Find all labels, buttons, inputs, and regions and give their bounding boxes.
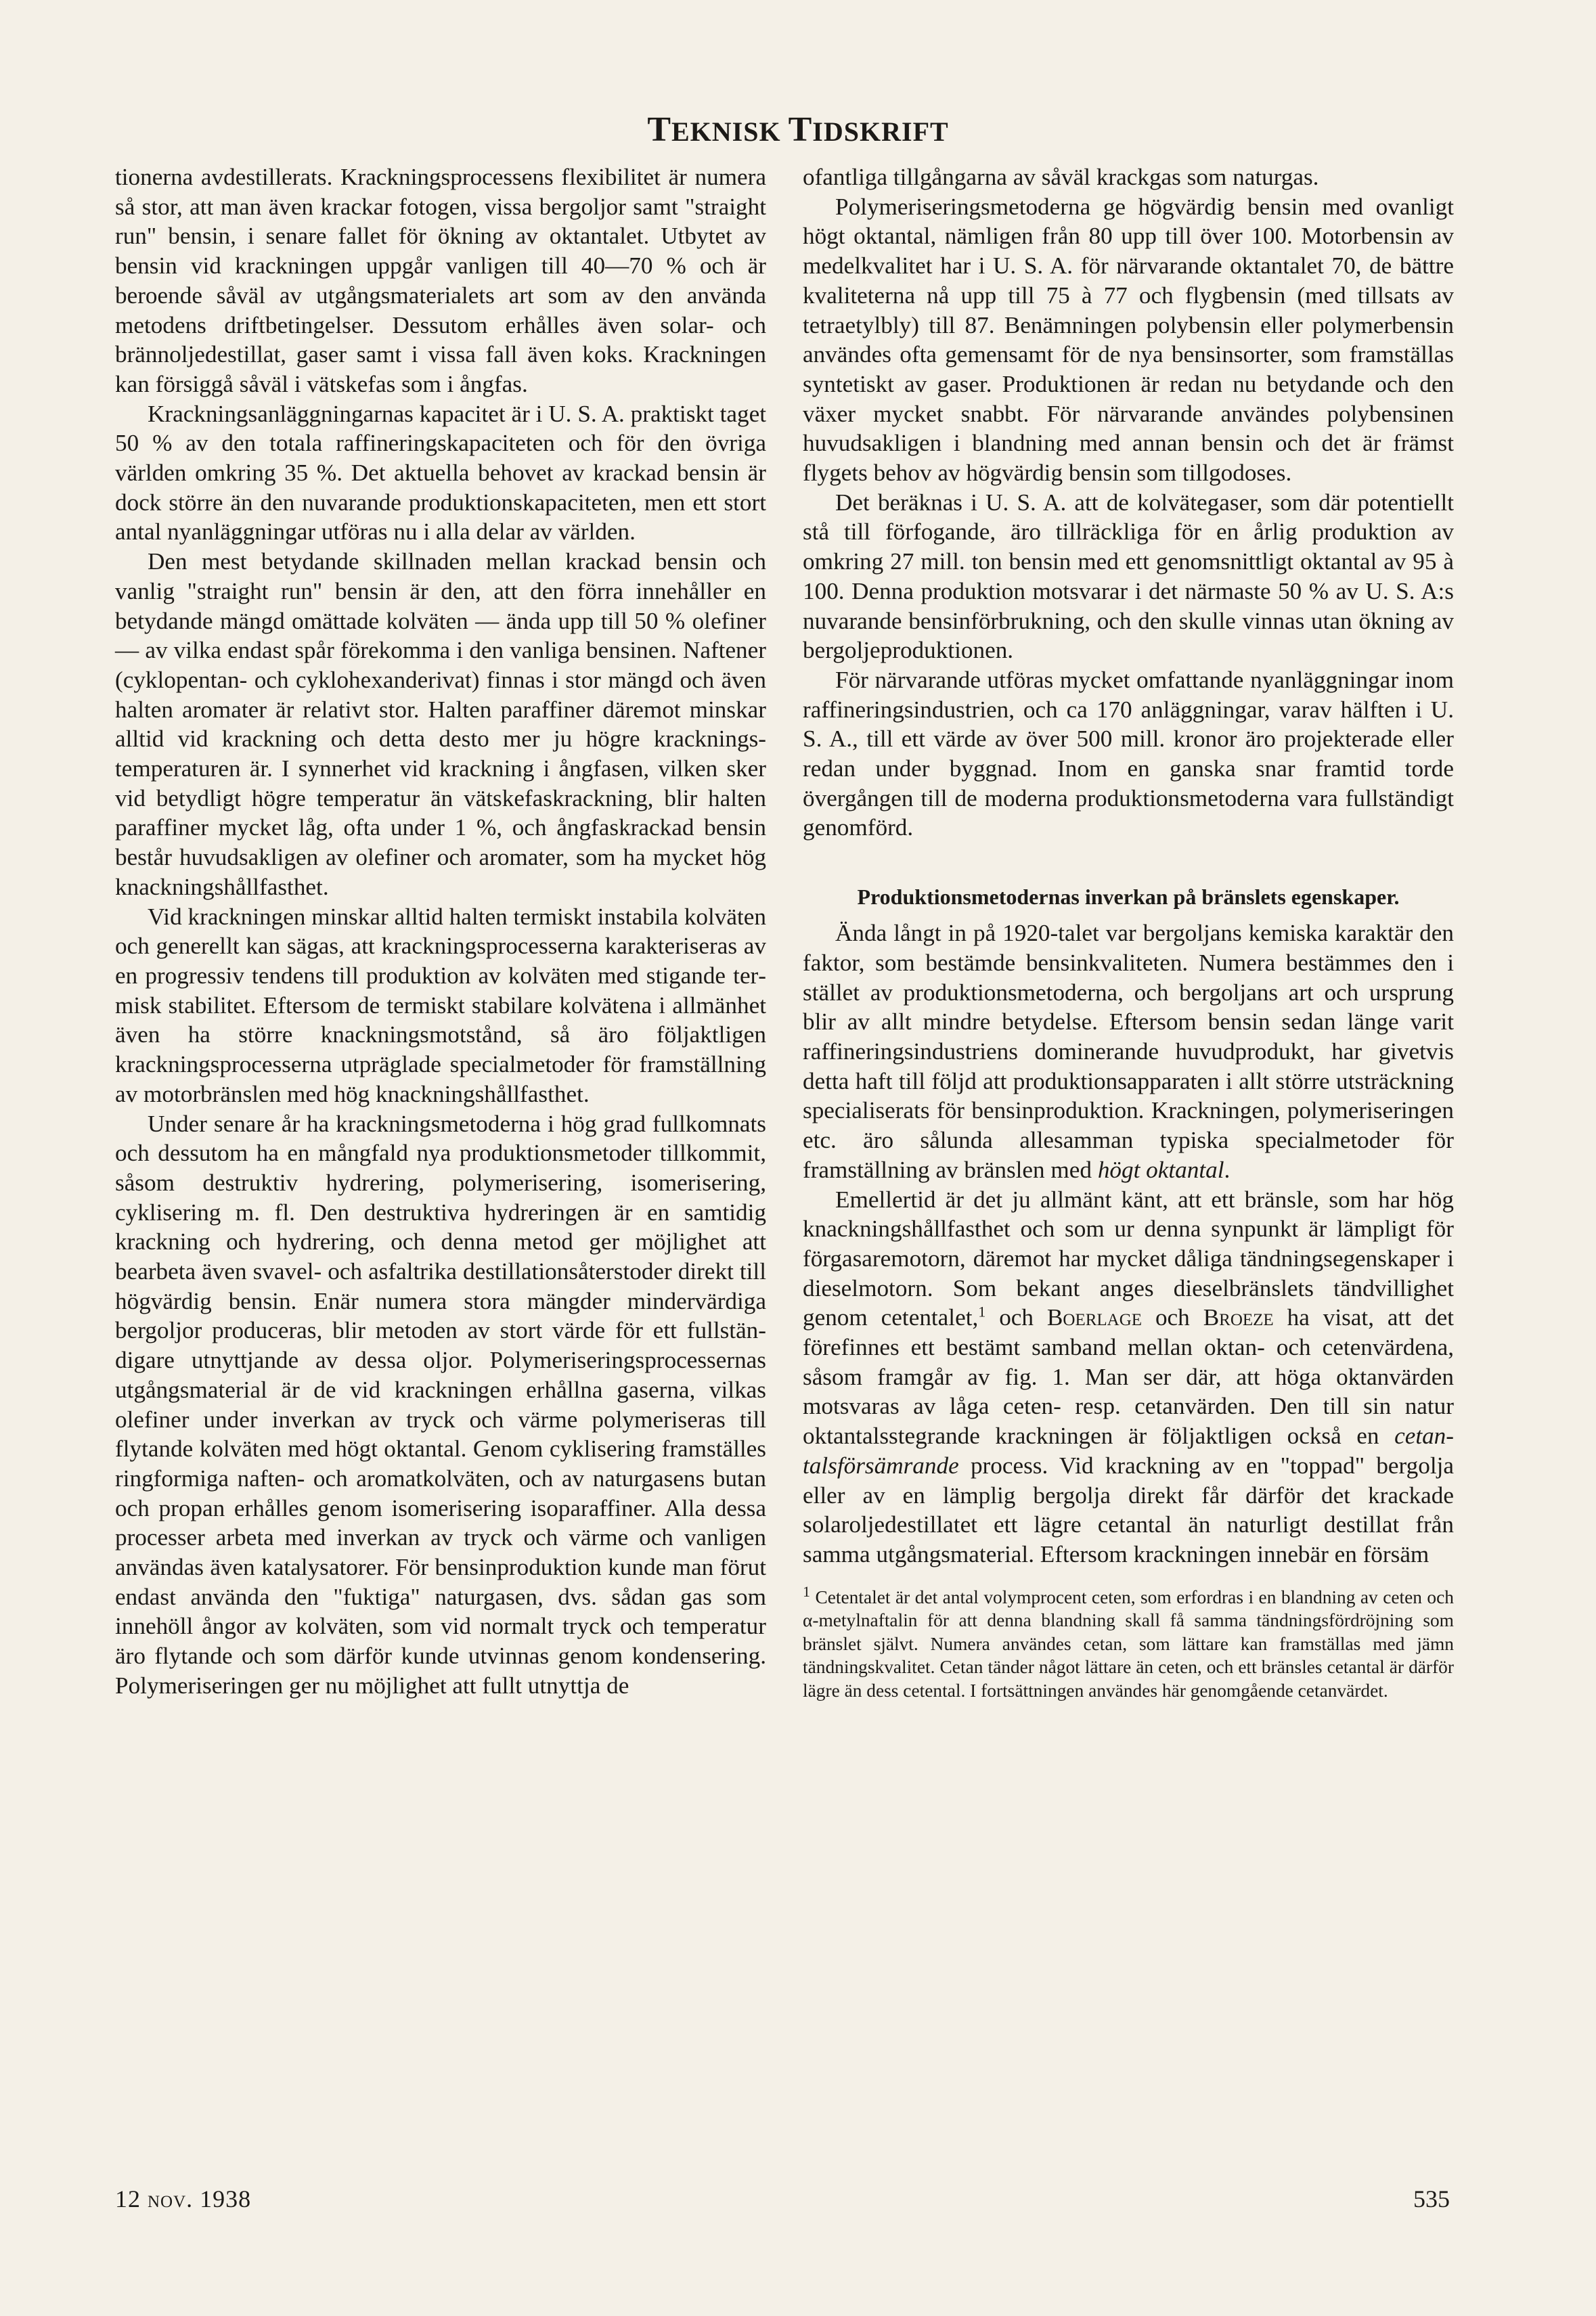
- masthead-initial-2: T: [788, 110, 813, 149]
- paragraph-text: .: [1224, 1156, 1231, 1183]
- right-column: [803, 162, 1454, 1702]
- paragraph-text: och: [985, 1304, 1047, 1331]
- footnote-reference: 1: [978, 1303, 986, 1320]
- left-column: [115, 162, 766, 1701]
- paragraph: Under senare år ha krackningsmetoderna i hög grad fullkomnats och dessutom ha en mångfald nya produktionsmetoder tillkommit, såsom destruktiv hydrering, polymerisering, isomerisering, cyklisering m. fl. Den destruktiva hydreringen är en samtidig krackning och hydrering, och denna metod ger möjlighet att bearbeta även svavel- och asfaltrika destillationsåterstoder direkt till högvärdig bensin. Enär numera stora mängder mindervärdiga bergoljor produceras, blir metoden av stort värde för ett fullständigare utnyttjande av dessa oljor. Polymeriseringsprocessernas utgångsmaterial är de vid krackningen erhållna gaserna, vilkas olefiner under inverkan av tryck och värme polymeriseras till flytande kolväten med högt oktantal. Genom cyklisering framställes ringformiga naften- och aromatkolväten, och av naturgasens butan och propan erhålles genom isomerisering isoparaffiner. Alla dessa processer arbeta med inverkan av tryck och värme och vanligen användas även katalysatorer. För bensinproduktion kunde man förut endast använda den "fuktiga" naturgasen, dvs. sådan gas som innehöll ångor av kolväten, som vid normalt tryck och temperatur äro flytande och som därför kunde utvinnas genom kondensering. Polymeriseringen ger nu möjlighet att fullt utnyttja de: [115, 1110, 766, 1699]
- paragraph: Krackningsanläggningarnas kapacitet är i U. S. A. praktiskt taget 50 % av den totala raffineringskapaciteten och för den övriga världen omkring 35 %. Det aktuella behovet av krackad bensin är dock större än den nuvarande produktionskapaciteten, men ett stort antal nyanläggningar utföras nu i alla delar av världen.: [115, 400, 766, 545]
- masthead-word-2: IDSKRIFT: [812, 116, 949, 147]
- issue-date: [115, 2185, 251, 2213]
- emphasis: högt oktantal: [1097, 1156, 1224, 1183]
- paragraph: [803, 1185, 1454, 1569]
- paragraph-text: Ända långt in på 1920-talet var bergoljans kemiska karaktär den faktor, som bestämde bensinkvaliteten. Numera bestämmes den i stället av produktionsmetoderna, och bergoljans art och ursprung blir av allt mindre betydelse. Eftersom bensin sedan länge varit raffineringsindustriens dominerande huvudprodukt, har givetvis detta haft till följd att produktionsapparaten i allt större utsträckning specialiserats för bensinproduktion. Krackningen, polymeriseringen etc. äro sålunda allesamman typiska specialmetoder för framställning av bränslen med: [803, 920, 1454, 1183]
- paragraph: ofantliga tillgångarna av såväl krackgas som naturgas.: [803, 164, 1319, 190]
- paragraph: Den mest betydande skillnaden mellan krackad bensin och vanlig "straight run" bensin är den, att den förra innehåller en betydande mängd omättade kolväten — ända upp till 50 % olefiner — av vilka endast spår förekomma i den vanliga bensinen. Naftener (cyklopentan- och cyklohexanderivat) finnas i stor mängd och även halten aromater är relativt stor. Halten paraffiner däremot minskar alltid vid krackning och detta desto mer ju högre krackningstemperaturen är. I synnerhet vid krackning i ångfasen, vilken sker vid betydligt högre temperatur än vätskefaskrackning, blir halten paraffiner mycket låg, ofta under 1 %, och ångfaskrackad bensin består huvudsakligen av olefiner och aromater, som ha mycket hög knackningshållfasthet.: [115, 548, 766, 900]
- paragraph: Det beräknas i U. S. A. att de kolvätegaser, som där potentiellt stå till förfogande, äro tillräckliga för en årlig produktion av omkring 27 mill. ton bensin med ett genomsnittligt oktantal av 95 à 100. Denna produktion motsvarar i det närmaste 50 % av U. S. A:s nuvarande bensinförbrukning, och den skulle vinnas utan ökning av bergoljeproduktionen.: [803, 489, 1454, 664]
- date-month: nov.: [148, 2185, 194, 2212]
- date-day: 12: [115, 2185, 141, 2212]
- emphasis: cetantalsförsämrande: [803, 1423, 1454, 1479]
- footnote-marker: 1: [803, 1582, 810, 1600]
- author-name: Boerlage: [1046, 1304, 1143, 1331]
- masthead-initial-1: T: [647, 110, 671, 149]
- date-year: 1938: [200, 2185, 252, 2212]
- footnote: [803, 1582, 1454, 1703]
- journal-masthead: [0, 110, 1596, 150]
- paragraph: För närvarande utföras mycket omfattande nyanläggningar inom raffineringsindustrien, och ca 170 anläggningar, varav hälften i U. S. A., till ett värde av över 500 mill. kronor äro projekterade eller redan under byggnad. Inom en ganska snar framtid torde övergången till de moderna produktionsmetoderna vara fullständigt genomförd.: [803, 666, 1454, 841]
- paragraph: Polymeriseringsmetoderna ge högvärdig bensin med ovanligt högt oktantal, nämligen från 80 upp till över 100. Motorbensin av medelkvalitet har i U. S. A. för närvarande oktantalet 70, de bättre kvaliteterna nå upp till 75 à 77 och flygbensin (med tillsats av tetraetylbly) till 87. Benämningen polybensin eller polymerbensin användes ofta gemensamt för de nya bensinsorter, som framställas syntetiskt av gaser. Produktionen är redan nu betydande och den växer mycket snabbt. För närvarande användes polybensinen huvudsakligen i blandning med annan bensin och det är främst flygets behov av högvärdig bensin som tillgodoses.: [803, 193, 1454, 487]
- paragraph-text: ha visat, att det förefinnes ett bestämt samband mellan oktan- och cetenvärdena, såsom framgår av fig. 1. Man ser där, att höga oktanvärden motsvaras av låga ceten- resp. cetanvärden. Den till sin natur oktantalsstegrande krackningen är följaktligen också en: [803, 1304, 1454, 1450]
- author-name: Broeze: [1203, 1304, 1274, 1331]
- page-number: 535: [1413, 2185, 1450, 2212]
- paragraph: tionerna avdestillerats. Krackningsprocessens flexibilitet är numera så stor, att man även krackar fotogen, vissa bergoljor samt "straight run" bensin, i senare fallet för ökning av oktantalet. Utbytet av bensin vid krackningen uppgår vanligen till 40—70 % och är beroende såväl av utgångsmaterialets art som av den använda metodens driftbetingelser. Dessutom erhålles även solar- och brännoljedestillat, gaser samt i vissa fall även koks. Krackningen kan försiggå såväl i vätskefas som i ångfas.: [115, 164, 766, 397]
- paragraph-text: Emellertid är det ju allmänt känt, att ett bränsle, som har hög knackningshållfasthet och som ur denna synpunkt är lämpligt för förgasaremotorn, däremot har mycket dåliga tändningsegenskaper i dieselmotorn. Som bekant anges dieselbränslets tändvillighet genom cetentalet,: [803, 1186, 1454, 1331]
- footnote-text: Cetentalet är det antal volymprocent ceten, som erfordras i en blandning av ceten och α-metylnaftalin för att denna blandning skall få samma tändningsfördröjning som bränslet självt. Numera användes cetan, som lättare kan framställas med jämn tändningskvalitet. Cetan tänder något lättare än ceten, och ett bränsles cetantal är därför lägre än dess cetental. I fortsättningen användes här genomgående cetanvärdet.: [803, 1586, 1454, 1701]
- section-heading: Produktionsmetodernas inverkan på bränslets egenskaper.: [857, 885, 1400, 910]
- paragraph-text: och: [1142, 1304, 1203, 1331]
- paragraph: [803, 918, 1454, 1184]
- paragraph-text: process. Vid krackning av en "toppad" bergolja eller av en lämplig bergolja direkt får därför det krackade solaroljedestillatet ett lägre cetantal än naturligt destillat från samma utgångsmaterial. Eftersom krackningen innebär en försäm: [803, 1452, 1454, 1567]
- paragraph: Vid krackningen minskar alltid halten termiskt instabila kolväten och generellt kan sägas, att krackningsprocesserna karakteriseras av en progressiv tendens till produktion av kolväten med stigande termisk stabilitet. Eftersom de termiskt stabilare kolvätena i allmänhet även ha större knackningsmotstånd, så äro följaktligen krackningsprocesserna utpräglade specialmetoder för framställning av motorbränslen med hög knackningshållfasthet.: [115, 903, 766, 1107]
- masthead-word-1: EKNISK: [671, 116, 781, 147]
